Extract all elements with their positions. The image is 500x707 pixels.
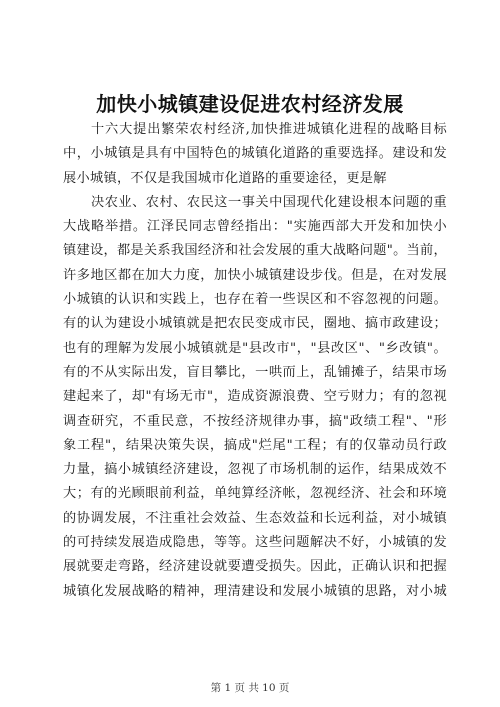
paragraph-line: 有的认为建设小城镇就是把农民变成市民，圈地、搞市政建设； [63,316,447,332]
paragraph-line: 展就要走弯路，经济建设就要遭受损失。因此，正确认识和把握 [63,559,447,575]
paragraph-line: 调查研究，不重民意，不按经济规律办事，搞"政绩工程"、"形 [63,413,447,429]
paragraph-line: 力量，搞小城镇经济建设，忽视了市场机制的运作，结果成效不 [63,462,447,478]
paragraph-line: 也有的理解为发展小城镇就是"县改市"，"县改区"、"乡改镇"。 [63,340,447,356]
paragraph-line: 城镇化发展战略的精神，理清建设和发展小城镇的思路，对小城 [63,583,447,599]
paragraph-line: 大战略举措。江泽民同志曾经指出："实施西部大开发和加快小 [63,219,447,235]
document-body [63,118,447,604]
paragraph-line: 十六大提出繁荣农村经济,加快推进城镇化进程的战略目标 [91,122,447,137]
paragraph-line: 的可持续发展造成隐患，等等。这些问题解决不好，小城镇的发 [63,535,447,551]
page-footer: 第 1 页 共 10 页 [210,682,290,694]
document-title: 加快小城镇建设促进农村经济发展 [96,92,404,116]
paragraph-line: 有的不从实际出发，盲目攀比，一哄而上，乱铺摊子，结果市场 [63,364,447,380]
paragraph-line: 中，小城镇是具有中国特色的城镇化道路的重要选择。建设和发 [63,146,447,162]
paragraph-line: 展小城镇，不仅是我国城市化道路的重要途径，更是解 [63,170,387,186]
paragraph-line: 的协调发展，不注重社会效益、生态效益和长远利益，对小城镇 [63,510,447,526]
paragraph-line: 建起来了，却"有场无市"，造成资源浪费、空亏财力；有的忽视 [63,389,447,405]
paragraph-line: 象工程"，结果决策失误，搞成"烂尾"工程；有的仅靠动员行政 [63,437,447,453]
paragraph-line: 许多地区都在加大力度，加快小城镇建设步伐。但是，在对发展 [63,267,447,283]
paragraph-line: 小城镇的认识和实践上，也存在着一些误区和不容忽视的问题。 [63,292,447,308]
paragraph-line: 大；有的光顾眼前利益，单纯算经济帐，忽视经济、社会和环境 [63,486,447,502]
paragraph-line: 决农业、农村、农民这一事关中国现代化建设根本问题的重 [91,194,447,210]
paragraph-line: 镇建设，都是关系我国经济和社会发展的重大战略问题"。当前， [63,243,447,259]
